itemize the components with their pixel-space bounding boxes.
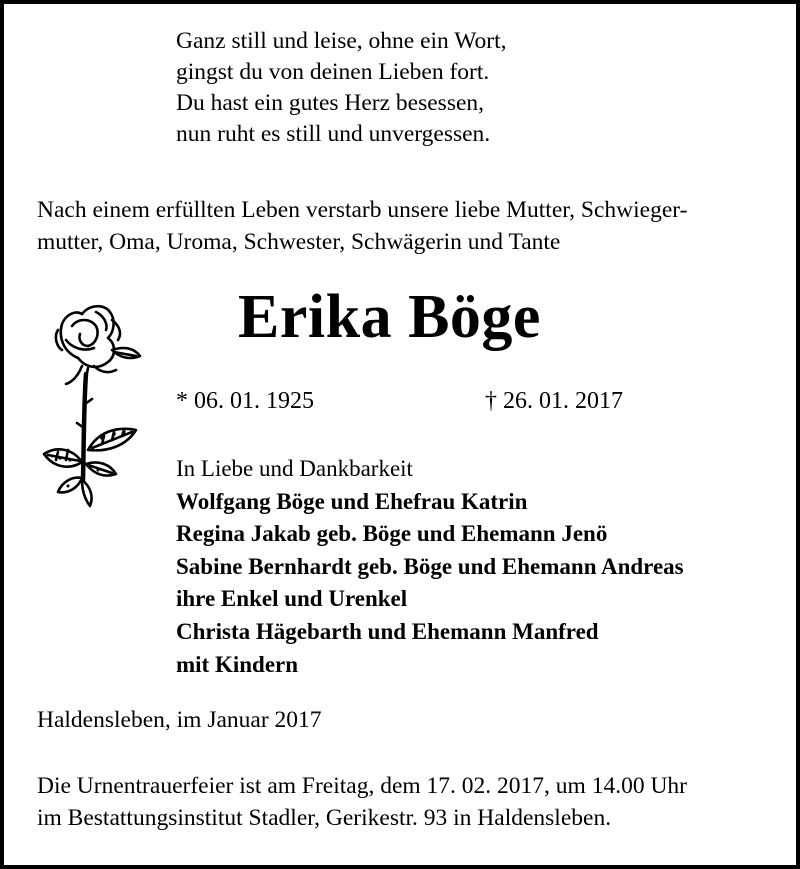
mourner-line: Sabine Bernhardt geb. Böge und Ehemann Andreas [176,553,684,579]
mourners-list [176,453,684,681]
mourner-line: Regina Jakab geb. Böge und Ehemann Jenö [176,521,608,547]
announcement-line: mutter, Oma, Uroma, Schwester, Schwägerin und Tante [37,229,561,255]
ceremony-line: Die Urnentrauerfeier ist am Freitag, dem 17. 02. 2017, um 14.00 Uhr [37,773,688,799]
poem-line: nun ruht es still und unvergessen. [176,121,491,147]
rose-icon [38,300,142,510]
poem-line: Ganz still und leise, ohne ein Wort, [176,28,507,54]
poem-line: gingst du von deinen Lieben fort. [176,59,490,85]
mourner-line: Christa Hägebarth und Ehemann Manfred [176,618,599,644]
poem-line: Du hast ein gutes Herz besessen, [176,90,485,116]
poem [176,26,507,150]
mourners-intro: In Liebe und Dankbarkeit [176,456,413,481]
mourner-line: Wolfgang Böge und Ehefrau Katrin [176,488,528,514]
mourner-line: ihre Enkel und Urenkel [176,586,408,612]
deceased-name: Erika Böge [238,283,541,351]
announcement-line: Nach einem erfüllten Leben verstarb unsere liebe Mutter, Schwieger- [37,197,688,223]
death-date: † 26. 01. 2017 [485,388,623,414]
death-announcement [37,194,687,258]
birth-date: * 06. 01. 1925 [176,388,314,414]
mourner-line: mit Kindern [176,651,299,677]
place-and-date: Haldensleben, im Januar 2017 [37,707,322,733]
ceremony-line: im Bestattungsinstitut Stadler, Gerikestr. 93 in Haldensleben. [37,805,612,831]
ceremony-info [37,770,687,834]
